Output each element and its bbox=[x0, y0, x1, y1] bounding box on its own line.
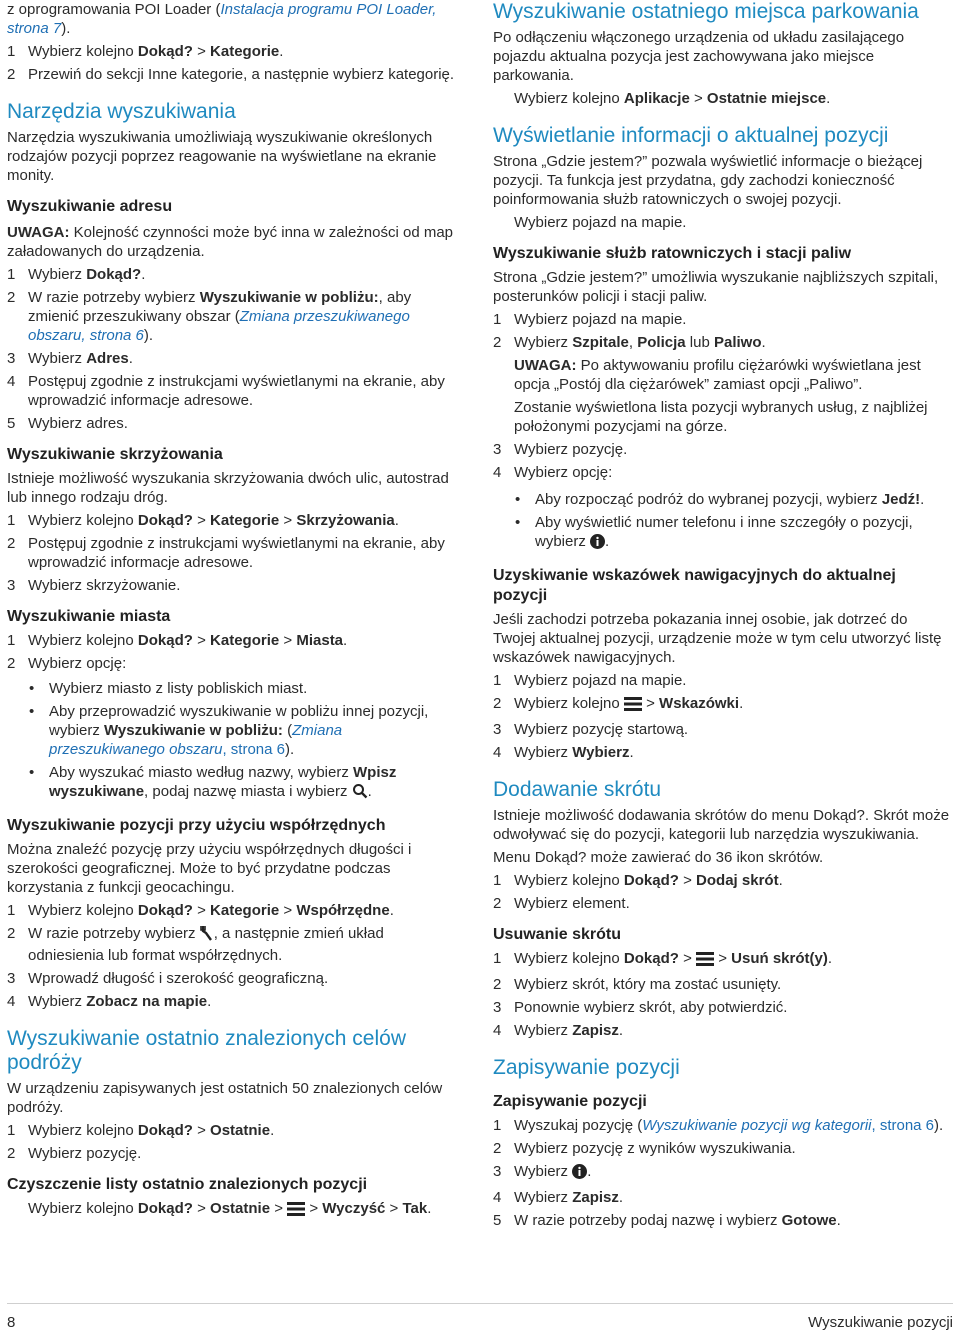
paragraph: Strona „Gdzie jestem?” pozwala wyświetlić informacje o bieżącej pozycji. Ta funkcja jest przydatna, gdy zachodzi konieczność poinformowania służb ratowniczych o swojej pozycji. bbox=[493, 153, 923, 208]
link-strona[interactable]: strona 6 bbox=[230, 741, 285, 758]
step: 4 Wybierz Wybierz. bbox=[493, 744, 634, 761]
heading-usuwanie-skrotu: Usuwanie skrótu bbox=[493, 926, 622, 943]
paragraph: Jeśli zachodzi potrzeba pokazania innej osobie, jak dotrzeć do Twojej aktualnej pozycji, urządzenie może w tym celu utworzyć listę wskazówek nawigacyjnych. bbox=[493, 611, 942, 666]
page-footer bbox=[7, 1303, 953, 1338]
step: 3 Wprowadź długość i szerokość geograficzną. bbox=[7, 970, 329, 987]
heading-dodawanie-skrotu: Dodawanie skrótu bbox=[493, 778, 662, 801]
step: 4 Postępuj zgodnie z instrukcjami wyświetlanymi na ekranie, aby wprowadzić informacje adresowe. bbox=[7, 373, 445, 409]
step: 1 Wybierz kolejno Dokąd? > Kategorie > Współrzędne. bbox=[7, 902, 394, 919]
step: 2 W razie potrzeby wybierz Wyszukiwanie w pobliżu:, aby zmienić przeszukiwany obszar (Zmiana przeszukiwanego obszaru, strona 6). bbox=[7, 289, 412, 344]
step: 2 Wybierz kolejno > Wskazówki. bbox=[493, 694, 953, 716]
menu-icon bbox=[624, 697, 642, 716]
heading-czyszczenie: Czyszczenie listy ostatnio znalezionych pozycji bbox=[7, 1176, 368, 1193]
step: 3 Ponownie wybierz skrót, aby potwierdzić. bbox=[493, 999, 788, 1016]
note: UWAGA: Kolejność czynności może być inna w zależności od map załadowanych do urządzenia. bbox=[7, 224, 454, 260]
instruction: Wybierz kolejno Dokąd? > Ostatnie > > Wyczyść > Tak. bbox=[7, 1199, 462, 1221]
step: 2 Przewiń do sekcji Inne kategorie, a następnie wybierz kategorię. bbox=[7, 66, 455, 83]
link-zmiana-obszaru[interactable]: Zmiana przeszukiwanego obszaru, strona 6 bbox=[28, 308, 410, 344]
instruction: Wybierz pojazd na mapie. bbox=[514, 214, 687, 231]
footer-section-title: Wyszukiwanie pozycji bbox=[808, 1314, 953, 1331]
step: 1 Wybierz pojazd na mapie. bbox=[493, 311, 687, 328]
step: 3 Wybierz pozycję startową. bbox=[493, 721, 689, 738]
paragraph: W urządzeniu zapisywanych jest ostatnich 50 znalezionych celów podróży. bbox=[7, 1080, 443, 1116]
step: 1 Wybierz pojazd na mapie. bbox=[493, 672, 687, 689]
step: 5 Wybierz adres. bbox=[7, 415, 128, 432]
step: 1 Wybierz kolejno Dokąd? > Dodaj skrót. bbox=[493, 872, 783, 889]
step: 2 Wybierz pozycję z wyników wyszukiwania. bbox=[493, 1140, 796, 1157]
paragraph: Istnieje możliwość dodawania skrótów do menu Dokąd?. Skrót może odwoływać się do pozycji, kategorii lub narzędzia wyszukiwania. bbox=[493, 807, 950, 843]
search-icon bbox=[352, 783, 368, 804]
paragraph: Menu Dokąd? może zawierać do 36 ikon skrótów. bbox=[493, 849, 824, 866]
link-poi-loader[interactable]: Instalacja programu POI Loader, strona 7 bbox=[7, 1, 437, 37]
wrench-icon bbox=[200, 925, 214, 946]
link-wyszukiwanie-kategorii[interactable]: Wyszukiwanie pozycji wg kategorii bbox=[642, 1117, 872, 1134]
step: 3 Wybierz pozycję. bbox=[493, 441, 628, 458]
list-item: • Aby wyszukać miasto według nazwy, wybierz Wpisz wyszukiwane, podaj nazwę miasta i wybierz . bbox=[7, 763, 462, 804]
step: 1 Wyszukaj pozycję (Wyszukiwanie pozycji wg kategorii, strona 6). bbox=[493, 1117, 944, 1134]
heading-zapisywanie: Zapisywanie pozycji bbox=[493, 1056, 680, 1079]
left-column bbox=[7, 0, 462, 1221]
heading-ostatnio: Wyszukiwanie ostatnio znalezionych celów podróży bbox=[7, 1027, 406, 1074]
paragraph: Po odłączeniu włączonego urządzenia od układu zasilającego pojazdu aktualna pozycja jest zachowywana jako miejsce parkowania. bbox=[493, 29, 905, 84]
intro-text: z oprogramowania POI Loader (Instalacja programu POI Loader, strona 7). bbox=[7, 1, 437, 37]
paragraph: Zostanie wyświetlona lista pozycji wybranych usług, z najbliżej położonymi pozycjami na górze. bbox=[514, 399, 928, 435]
step: 2 W razie potrzeby wybierz , a następnie zmień układ odniesienia lub format współrzędnych. bbox=[7, 925, 384, 964]
note: UWAGA: Po aktywowaniu profilu ciężarówki wyświetlana jest opcja „Postój dla ciężarówek” zamiast opcji „Paliwo”. bbox=[514, 357, 921, 393]
step: 2 Wybierz element. bbox=[493, 895, 630, 912]
step: 4 Wybierz Zapisz. bbox=[493, 1022, 624, 1039]
menu-icon bbox=[287, 1202, 305, 1221]
step: 3 Wybierz . bbox=[493, 1162, 953, 1184]
step: 4 Wybierz opcję: bbox=[493, 464, 613, 481]
instruction: Wybierz kolejno Aplikacje > Ostatnie miejsce. bbox=[514, 90, 831, 107]
step: 4 Wybierz Zobacz na mapie. bbox=[7, 993, 212, 1010]
paragraph: Strona „Gdzie jestem?” umożliwia wyszukanie najbliższych szpitali, posterunków policji i stacji paliw. bbox=[493, 269, 939, 305]
step: 2 Postępuj zgodnie z instrukcjami wyświetlanymi na ekranie, aby wprowadzić informacje adresowe. bbox=[7, 535, 445, 571]
heading-adres: Wyszukiwanie adresu bbox=[7, 198, 173, 215]
paragraph: Można znaleźć pozycję przy użyciu współrzędnych długości i szerokości geograficznej. Może to być przydatne podczas korzystania z funkcji geocachingu. bbox=[7, 841, 412, 896]
list-item: • Aby przeprowadzić wyszukiwanie w pobliżu innej pozycji, wybierz Wyszukiwanie w pobliżu: (Zmiana przeszukiwanego obszaru, strona 6). bbox=[29, 703, 429, 758]
step: 3 Wybierz Adres. bbox=[7, 350, 133, 367]
step: 1 Wybierz kolejno Dokąd? > Ostatnie. bbox=[7, 1122, 275, 1139]
heading-narzedzia: Narzędzia wyszukiwania bbox=[7, 100, 236, 123]
heading-skrzyzowania: Wyszukiwanie skrzyżowania bbox=[7, 446, 223, 463]
step: 3 Wybierz skrzyżowanie. bbox=[7, 577, 181, 594]
link-strona[interactable]: strona 6 bbox=[879, 1117, 935, 1134]
menu-icon bbox=[696, 952, 714, 971]
step: 2 Wybierz skrót, który ma zostać usunięty. bbox=[493, 976, 782, 993]
info-icon bbox=[572, 1164, 587, 1184]
heading-wskazowki: Uzyskiwanie wskazówek nawigacyjnych do aktualnej pozycji bbox=[493, 567, 896, 604]
heading-wspolrzedne: Wyszukiwanie pozycji przy użyciu współrzędnych bbox=[7, 817, 386, 834]
step: 1 Wybierz kolejno Dokąd? > Kategorie > Skrzyżowania. bbox=[7, 512, 399, 529]
step: 1 Wybierz kolejno Dokąd? > Kategorie > Miasta. bbox=[7, 632, 348, 649]
heading-zapisywanie-sub: Zapisywanie pozycji bbox=[493, 1093, 647, 1110]
paragraph: Istnieje możliwość wyszukania skrzyżowania dwóch ulic, autostrad lub innego rodzaju dróg. bbox=[7, 470, 449, 506]
list-item: • Aby wyświetlić numer telefonu i inne szczegóły o pozycji, wybierz . bbox=[493, 513, 953, 554]
step: 2 Wybierz opcję: bbox=[7, 655, 127, 672]
list-item: • Wybierz miasto z listy pobliskich miast. bbox=[29, 680, 308, 697]
step: 5 W razie potrzeby podaj nazwę i wybierz Gotowe. bbox=[493, 1212, 841, 1229]
list-item: • Aby rozpocząć podróż do wybranej pozycji, wybierz Jedź!. bbox=[515, 491, 925, 508]
step: 2 Wybierz Szpitale, Policja lub Paliwo. bbox=[493, 334, 766, 351]
heading-miasta: Wyszukiwanie miasta bbox=[7, 608, 171, 625]
step: 2 Wybierz pozycję. bbox=[7, 1145, 142, 1162]
step: 1 Wybierz kolejno Dokąd? > Kategorie. bbox=[7, 43, 284, 60]
link-zmiana-obszaru-2[interactable]: Zmiana przeszukiwanego obszaru bbox=[49, 722, 343, 758]
step: 1 Wybierz kolejno Dokąd? > > Usuń skrót(y). bbox=[493, 949, 953, 971]
right-column bbox=[493, 0, 953, 1230]
info-icon bbox=[590, 534, 605, 554]
heading-parkowanie: Wyszukiwanie ostatniego miejsca parkowania bbox=[493, 0, 919, 23]
step: 4 Wybierz Zapisz. bbox=[493, 1189, 624, 1206]
paragraph: Narzędzia wyszukiwania umożliwiają wyszukiwanie określonych rodzajów pozycji poprzez reagowanie na wyświetlane na ekranie monity. bbox=[7, 129, 437, 184]
page-number: 8 bbox=[7, 1314, 16, 1331]
heading-informacje: Wyświetlanie informacji o aktualnej pozycji bbox=[493, 124, 889, 147]
step: 1 Wybierz Dokąd?. bbox=[7, 266, 146, 283]
heading-sluzby: Wyszukiwanie służb ratowniczych i stacji paliw bbox=[493, 245, 852, 262]
